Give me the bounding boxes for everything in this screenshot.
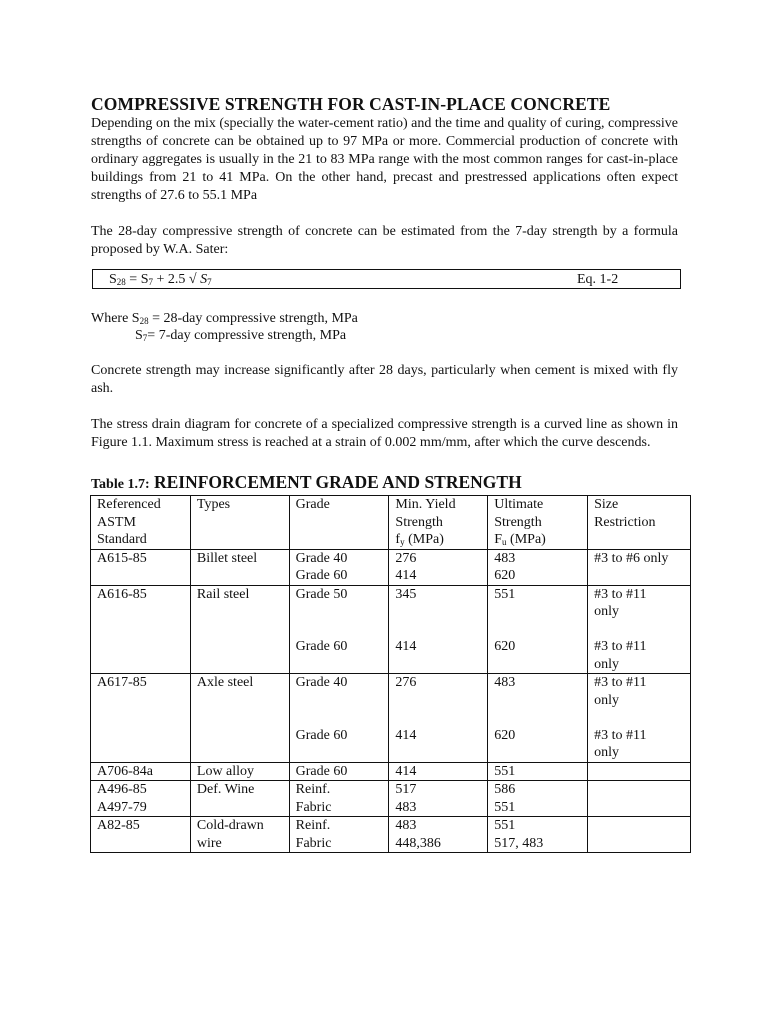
cell-grade: Grade 40 Grade 60 <box>295 550 348 583</box>
table-row <box>91 817 691 853</box>
table-row <box>91 781 691 817</box>
table-caption <box>91 472 678 495</box>
cell-standard: A615-85 <box>97 550 147 566</box>
equation-lhs-symbol: S <box>109 272 117 287</box>
cell-size: #3 to #6 only <box>594 550 669 566</box>
cell-ultimate: 586 551 <box>494 782 516 815</box>
header-standard: Referenced ASTM Standard <box>91 496 191 550</box>
table-header-row <box>91 496 691 550</box>
paragraph-sater-formula: The 28-day compressive strength of concrete can be estimated from the 7-day strength by a formula proposed by W.A. Sater: <box>91 224 678 257</box>
cell-size: #3 to #11 only #3 to #11 only <box>594 586 647 672</box>
table-row <box>91 762 691 781</box>
cell-standard: A617-85 <box>97 675 147 690</box>
header-min-yield: Min. Yield Strength $f_y$ (MPa) <box>389 496 488 550</box>
cell-standard: A496-85 A497-79 <box>97 782 147 815</box>
definition-s28-text: = 28-day compressive strength, MPa <box>148 311 358 326</box>
section-heading: COMPRESSIVE STRENGTH FOR CAST-IN-PLACE CONCRETE <box>91 94 611 114</box>
header-grade: Grade <box>289 496 389 550</box>
header-types: Types <box>190 496 289 550</box>
header-size-restriction: Size Restriction <box>588 496 691 550</box>
equation-lhs-subscript: 28 <box>116 277 126 287</box>
cell-grade: Grade 60 <box>295 763 348 779</box>
cell-ultimate: 551 517, 483 <box>494 818 544 851</box>
equation-plus-term: + 2.5 √ <box>152 272 201 287</box>
cell-standard: A82-85 <box>97 818 140 833</box>
cell-standard: A706-84a <box>97 763 153 779</box>
cell-grade: Grade 50 Grade 60 <box>295 586 348 654</box>
cell-standard: A616-85 <box>97 586 147 602</box>
equation-radicand-subscript: 7 <box>207 277 212 287</box>
cell-types: Rail steel <box>196 586 250 602</box>
cell-types: Def. Wine <box>196 782 255 797</box>
cell-yield: 276 414 <box>395 550 417 583</box>
equation-mid: = S <box>125 272 149 287</box>
definition-s7-subscript: 7 <box>142 333 148 343</box>
equation-label: Eq. 1-2 <box>577 272 619 287</box>
definition-s7-prefix: S <box>135 328 143 343</box>
cell-yield: 517 483 <box>395 782 417 815</box>
cell-grade: Grade 40 Grade 60 <box>295 675 348 743</box>
paragraph-fly-ash: Concrete strength may increase significantly after 28 days, particularly when cement is mixed with fly ash. <box>91 363 678 396</box>
cell-yield: 345 414 <box>395 586 417 654</box>
cell-types: Billet steel <box>196 550 258 566</box>
cell-yield: 414 <box>395 763 417 779</box>
cell-yield: 483 448,386 <box>395 818 441 851</box>
table-row <box>91 674 691 763</box>
cell-types: Cold-drawn wire <box>196 818 264 851</box>
cell-types: Axle steel <box>196 675 254 690</box>
equation-mid-subscript: 7 <box>148 277 153 287</box>
table-title: REINFORCEMENT GRADE AND STRENGTH <box>149 472 522 492</box>
definition-s28 <box>91 310 678 327</box>
cell-ultimate: 551 620 <box>494 586 516 654</box>
reinforcement-table <box>90 495 691 853</box>
definition-s7 <box>91 327 678 344</box>
table-row <box>91 585 691 674</box>
paragraph-compressive-strength: Depending on the mix (specially the water-cement ratio) and the time and quality of curing, compressive strengths of concrete can be obtained up to 97 MPa or more. Commercial production of concrete with ordinary aggregates is usually in the 21 to 83 MPa range with the most common ranges for cast-in-place buildings from 21 to 41 MPa. On the other hand, precast and prestressed applications often expect strengths of 27.6 to 55.1 MPa <box>91 116 678 203</box>
equation-radicand-symbol: S <box>200 272 208 287</box>
header-ultimate: Ultimate Strength $F_u$ (MPa) <box>488 496 588 550</box>
paragraph-stress-strain: The stress drain diagram for concrete of a specialized compressive strength is a curved line as shown in Figure 1.1. Maximum stress is reached at a strain of 0.002 mm/mm, after which the curve descends. <box>91 417 678 450</box>
equation-formula <box>109 270 212 290</box>
document-page <box>91 93 678 853</box>
table-number: Table 1.7: <box>91 477 150 492</box>
equation-box <box>92 269 681 289</box>
table-row <box>91 549 691 585</box>
definition-s7-text: = 7-day compressive strength, MPa <box>147 328 347 343</box>
cell-ultimate: 483 620 <box>494 675 516 743</box>
cell-grade: Reinf. Fabric <box>295 782 332 815</box>
variable-definitions <box>91 310 678 344</box>
definition-s28-subscript: 28 <box>139 316 149 326</box>
cell-types: Low alloy <box>196 763 255 779</box>
cell-size: #3 to #11 only #3 to #11 only <box>594 675 647 760</box>
cell-ultimate: 551 <box>494 763 516 779</box>
cell-yield: 276 414 <box>395 675 417 743</box>
cell-grade: Reinf. Fabric <box>295 818 332 851</box>
cell-ultimate: 483 620 <box>494 550 516 583</box>
definition-s28-prefix: Where S <box>91 311 140 326</box>
